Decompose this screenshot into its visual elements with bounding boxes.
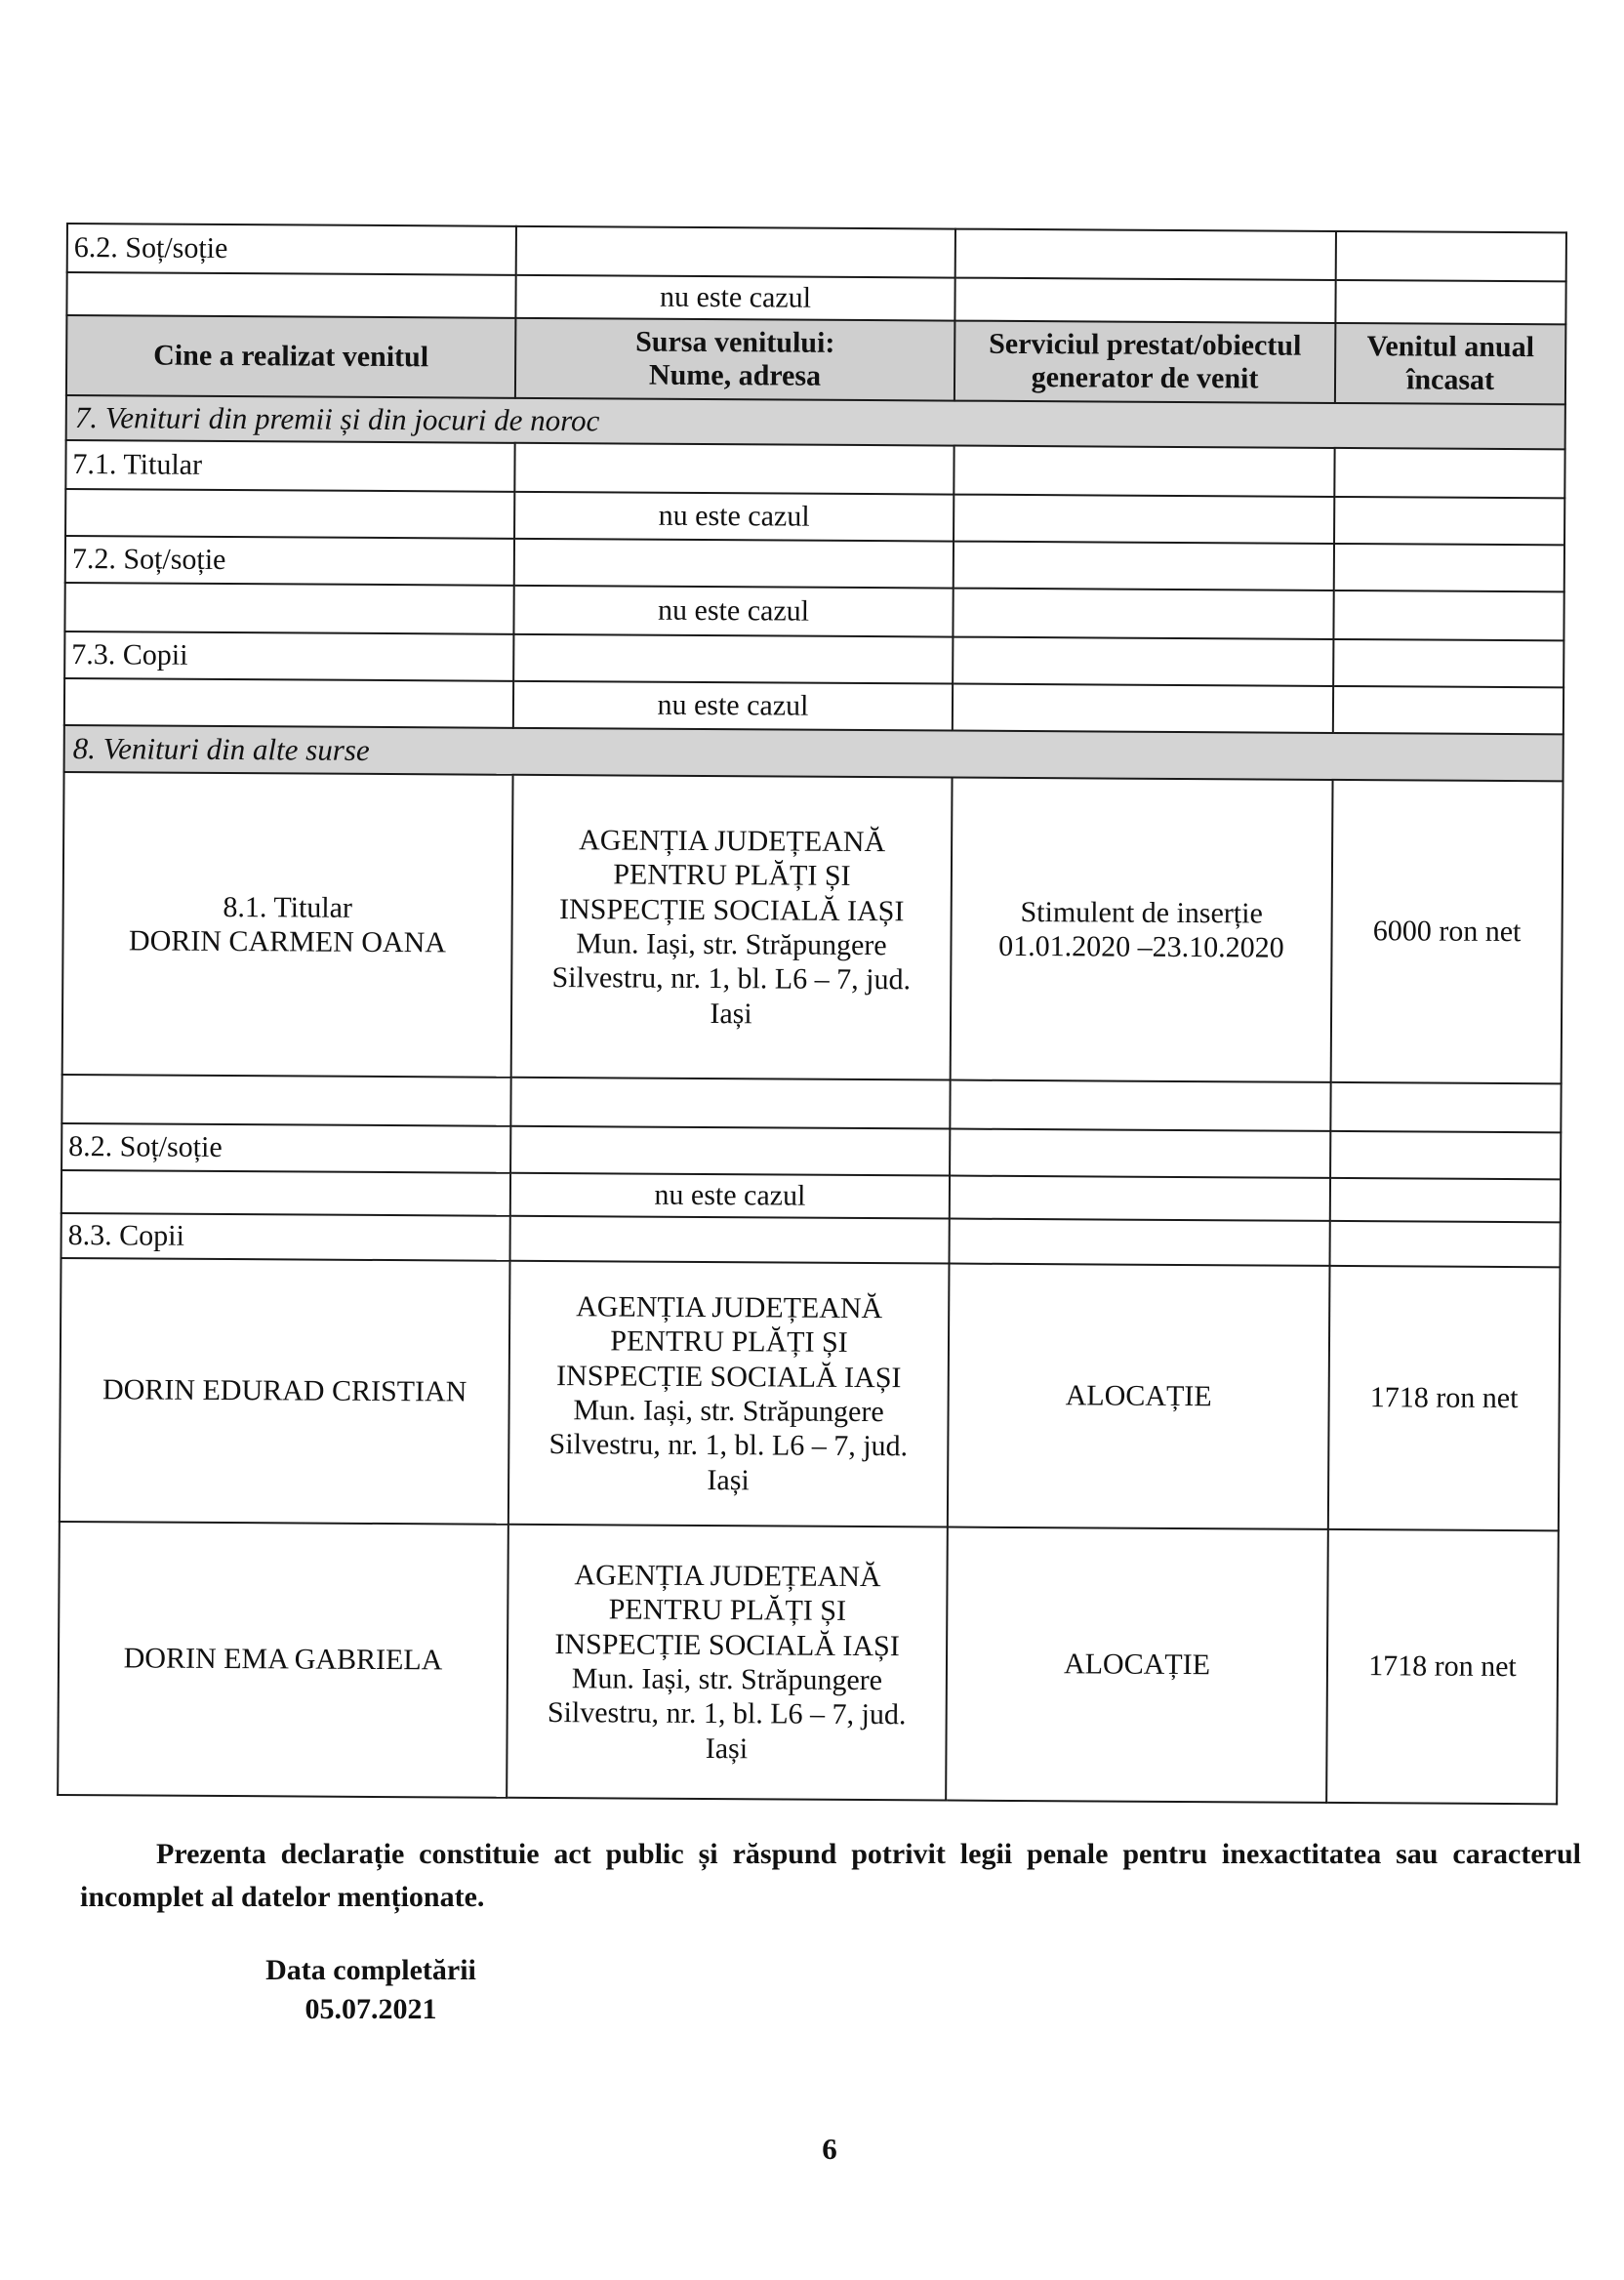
table-row	[62, 772, 1563, 1083]
column-header-row	[66, 315, 1565, 404]
section-7-title: 7. Venituri din premii și din jocuri de noroc	[66, 395, 1565, 449]
header-income: Venitul anual încasat	[1335, 323, 1565, 404]
table-row	[58, 1522, 1559, 1804]
row-7-1-value: nu este cazul	[514, 492, 954, 542]
row-8-2-value: nu este cazul	[510, 1173, 950, 1219]
row-7-3-label: 7.3. Copii	[64, 631, 513, 681]
child-1-who: DORIN EDURAD CRISTIAN	[60, 1258, 510, 1525]
child-1-income: 1718 ron net	[1328, 1266, 1561, 1530]
row-8-3-label: 8.3. Copii	[61, 1213, 510, 1261]
declaration-text: Prezenta declarație constituie act public și răspund potrivit legii penale pentru inexactitatea sau caracterul incomplet al datelor menționate.	[80, 1838, 1581, 1913]
completion-date-value: 05.07.2021	[304, 1993, 437, 2025]
section-8-title: 8. Venituri din alte surse	[64, 725, 1563, 781]
header-service: Serviciul prestat/obiectul generator de venit	[954, 321, 1335, 403]
table-row	[60, 1258, 1561, 1530]
child-1-service: ALOCAȚIE	[948, 1264, 1330, 1529]
row-7-2-label: 7.2. Soț/soție	[65, 536, 514, 586]
header-who: Cine a realizat venitul	[66, 315, 515, 398]
row-8-1-service: Stimulent de inserție 01.01.2020 –23.10.2020	[951, 778, 1333, 1082]
row-7-1-label: 7.1. Titular	[65, 440, 514, 492]
row-8-1-income: 6000 ron net	[1331, 780, 1563, 1083]
row-7-2-value: nu este cazul	[513, 586, 953, 637]
child-2-income: 1718 ron net	[1326, 1529, 1559, 1804]
row-6-2-value: nu este cazul	[515, 275, 954, 321]
child-2-who: DORIN EMA GABRIELA	[58, 1522, 508, 1798]
child-2-service: ALOCAȚIE	[946, 1527, 1328, 1803]
child-1-source: AGENȚIA JUDEȚEANĂ PENTRU PLĂȚI ȘI INSPECȚIE SOCIALĂ IAȘI Mun. Iași, str. Străpungere Silvestru, nr. 1, bl. L6 – 7, jud. Iași	[508, 1261, 950, 1527]
income-table	[57, 223, 1567, 1805]
row-8-1-who: 8.1. Titular DORIN CARMEN OANA	[62, 772, 513, 1078]
page-number: 6	[822, 2132, 837, 2166]
completion-date-label: Data completării	[265, 1954, 476, 1986]
row-6-2-label: 6.2. Soț/soție	[67, 224, 516, 275]
row-8-2-label: 8.2. Soț/soție	[61, 1123, 510, 1173]
header-source: Sursa venitului: Nume, adresa	[515, 318, 954, 401]
row-7-3-value: nu este cazul	[513, 681, 953, 731]
row-8-1-source: AGENȚIA JUDEȚEANĂ PENTRU PLĂȚI ȘI INSPECȚIE SOCIALĂ IAȘI Mun. Iași, str. Străpungere Silvestru, nr. 1, bl. L6 – 7, jud. Iași	[511, 775, 953, 1080]
child-2-source: AGENȚIA JUDEȚEANĂ PENTRU PLĂȚI ȘI INSPECȚIE SOCIALĂ IAȘI Mun. Iași, str. Străpungere Silvestru, nr. 1, bl. L6 – 7, jud. Iași	[507, 1525, 948, 1801]
